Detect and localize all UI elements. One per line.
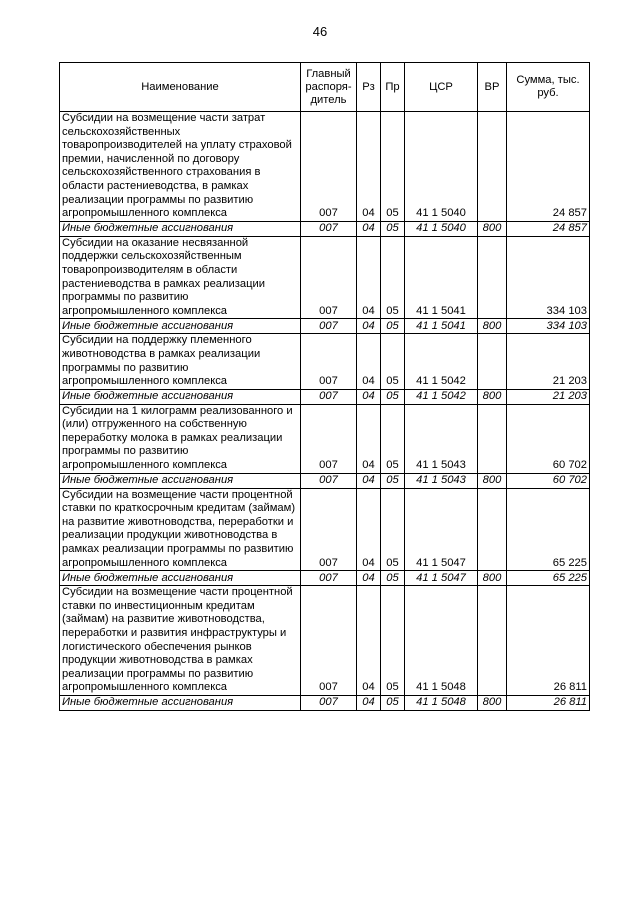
- cell-vr: [478, 334, 507, 389]
- cell-pr: 05: [381, 404, 405, 473]
- header-sum: Сумма, тыс. руб.: [507, 63, 590, 112]
- cell-sum: 26 811: [507, 695, 590, 710]
- cell-name: Субсидии на возмещение части процентной ставки по краткосрочным кредитам (займам) на развитие животноводства, переработки и реализации продукции животноводства в рамках реализации программы по развитию агропромышленного комплекса: [60, 488, 301, 571]
- cell-rz: 04: [357, 473, 381, 488]
- cell-csr: 41 1 5043: [405, 473, 478, 488]
- cell-pr: 05: [381, 236, 405, 319]
- table-row-subsidy: [60, 404, 590, 473]
- cell-vr: [478, 586, 507, 696]
- cell-pr: 05: [381, 221, 405, 236]
- table-row-subsidy: [60, 334, 590, 389]
- cell-name: Иные бюджетные ассигнования: [60, 389, 301, 404]
- cell-rz: 04: [357, 236, 381, 319]
- cell-name: Субсидии на оказание несвязанной поддержки сельскохозяйственным товаропроизводителям в области растениеводства в рамках реализации программы по развитию агропромышленного комплекса: [60, 236, 301, 319]
- cell-name: Иные бюджетные ассигнования: [60, 319, 301, 334]
- cell-pr: 05: [381, 586, 405, 696]
- table-row-subsidy: [60, 236, 590, 319]
- cell-admin: 007: [301, 236, 357, 319]
- cell-csr: 41 1 5042: [405, 389, 478, 404]
- cell-vr: 800: [478, 389, 507, 404]
- cell-csr: 41 1 5048: [405, 586, 478, 696]
- cell-sum: 334 103: [507, 319, 590, 334]
- cell-sum: 21 203: [507, 389, 590, 404]
- cell-rz: 04: [357, 404, 381, 473]
- cell-csr: 41 1 5048: [405, 695, 478, 710]
- table-row-allocation: [60, 221, 590, 236]
- cell-sum: 334 103: [507, 236, 590, 319]
- cell-name: Иные бюджетные ассигнования: [60, 221, 301, 236]
- cell-name: Субсидии на 1 килограмм реализованного и (или) отгруженного на собственную переработку молока в рамках реализации программы по развитию агропромышленного комплекса: [60, 404, 301, 473]
- table-row-subsidy: [60, 586, 590, 696]
- cell-admin: 007: [301, 586, 357, 696]
- cell-pr: 05: [381, 389, 405, 404]
- cell-admin: 007: [301, 389, 357, 404]
- cell-admin: 007: [301, 334, 357, 389]
- cell-sum: 24 857: [507, 112, 590, 222]
- cell-rz: 04: [357, 112, 381, 222]
- cell-pr: 05: [381, 319, 405, 334]
- table-row-allocation: [60, 695, 590, 710]
- table-header-row: [60, 63, 590, 112]
- cell-admin: 007: [301, 112, 357, 222]
- cell-vr: 800: [478, 695, 507, 710]
- cell-name: Иные бюджетные ассигнования: [60, 695, 301, 710]
- cell-vr: 800: [478, 571, 507, 586]
- cell-admin: 007: [301, 571, 357, 586]
- cell-vr: [478, 404, 507, 473]
- cell-name: Иные бюджетные ассигнования: [60, 473, 301, 488]
- header-pr: Пр: [381, 63, 405, 112]
- cell-sum: 24 857: [507, 221, 590, 236]
- cell-admin: 007: [301, 221, 357, 236]
- cell-admin: 007: [301, 404, 357, 473]
- budget-table: [59, 62, 590, 711]
- cell-rz: 04: [357, 221, 381, 236]
- cell-csr: 41 1 5041: [405, 319, 478, 334]
- cell-vr: 800: [478, 319, 507, 334]
- cell-sum: 60 702: [507, 404, 590, 473]
- table-row-subsidy: [60, 488, 590, 571]
- cell-rz: 04: [357, 334, 381, 389]
- cell-sum: 21 203: [507, 334, 590, 389]
- cell-rz: 04: [357, 695, 381, 710]
- cell-pr: 05: [381, 473, 405, 488]
- cell-rz: 04: [357, 319, 381, 334]
- cell-admin: 007: [301, 473, 357, 488]
- cell-name: Субсидии на поддержку племенного животноводства в рамках реализации программы по развитию агропромышленного комплекса: [60, 334, 301, 389]
- cell-csr: 41 1 5040: [405, 221, 478, 236]
- header-vr: ВР: [478, 63, 507, 112]
- table-row-subsidy: [60, 112, 590, 222]
- table-row-allocation: [60, 389, 590, 404]
- cell-csr: 41 1 5042: [405, 334, 478, 389]
- cell-admin: 007: [301, 319, 357, 334]
- cell-csr: 41 1 5047: [405, 488, 478, 571]
- table-body: [60, 112, 590, 711]
- table-row-allocation: [60, 319, 590, 334]
- cell-pr: 05: [381, 334, 405, 389]
- cell-sum: 65 225: [507, 571, 590, 586]
- cell-vr: [478, 112, 507, 222]
- cell-sum: 60 702: [507, 473, 590, 488]
- header-admin: Главный распоря-дитель: [301, 63, 357, 112]
- cell-pr: 05: [381, 571, 405, 586]
- cell-vr: 800: [478, 473, 507, 488]
- cell-csr: 41 1 5041: [405, 236, 478, 319]
- cell-csr: 41 1 5043: [405, 404, 478, 473]
- cell-pr: 05: [381, 695, 405, 710]
- cell-vr: [478, 488, 507, 571]
- cell-rz: 04: [357, 586, 381, 696]
- table-row-allocation: [60, 571, 590, 586]
- cell-pr: 05: [381, 112, 405, 222]
- header-csr: ЦСР: [405, 63, 478, 112]
- header-rz: Рз: [357, 63, 381, 112]
- cell-rz: 04: [357, 571, 381, 586]
- cell-sum: 65 225: [507, 488, 590, 571]
- header-name: Наименование: [60, 63, 301, 112]
- cell-name: Иные бюджетные ассигнования: [60, 571, 301, 586]
- cell-vr: [478, 236, 507, 319]
- cell-rz: 04: [357, 389, 381, 404]
- cell-name: Субсидии на возмещение части процентной ставки по инвестиционным кредитам (займам) на развитие животноводства, переработки и развития инфраструктуры и логистического обеспечения рынков продукции животноводства в рамках реализации программы по развитию агропромышленного комплекса: [60, 586, 301, 696]
- page-number: 46: [312, 24, 328, 39]
- cell-csr: 41 1 5040: [405, 112, 478, 222]
- cell-sum: 26 811: [507, 586, 590, 696]
- cell-pr: 05: [381, 488, 405, 571]
- cell-admin: 007: [301, 695, 357, 710]
- cell-rz: 04: [357, 488, 381, 571]
- cell-name: Субсидии на возмещение части затрат сельскохозяйственных товаропроизводителей на уплату страховой премии, начисленной по договору сельскохозяйственного страхования в области растениеводства, в рамках реализации программы по развитию агропромышленного комплекса: [60, 112, 301, 222]
- cell-admin: 007: [301, 488, 357, 571]
- table-row-allocation: [60, 473, 590, 488]
- cell-vr: 800: [478, 221, 507, 236]
- cell-csr: 41 1 5047: [405, 571, 478, 586]
